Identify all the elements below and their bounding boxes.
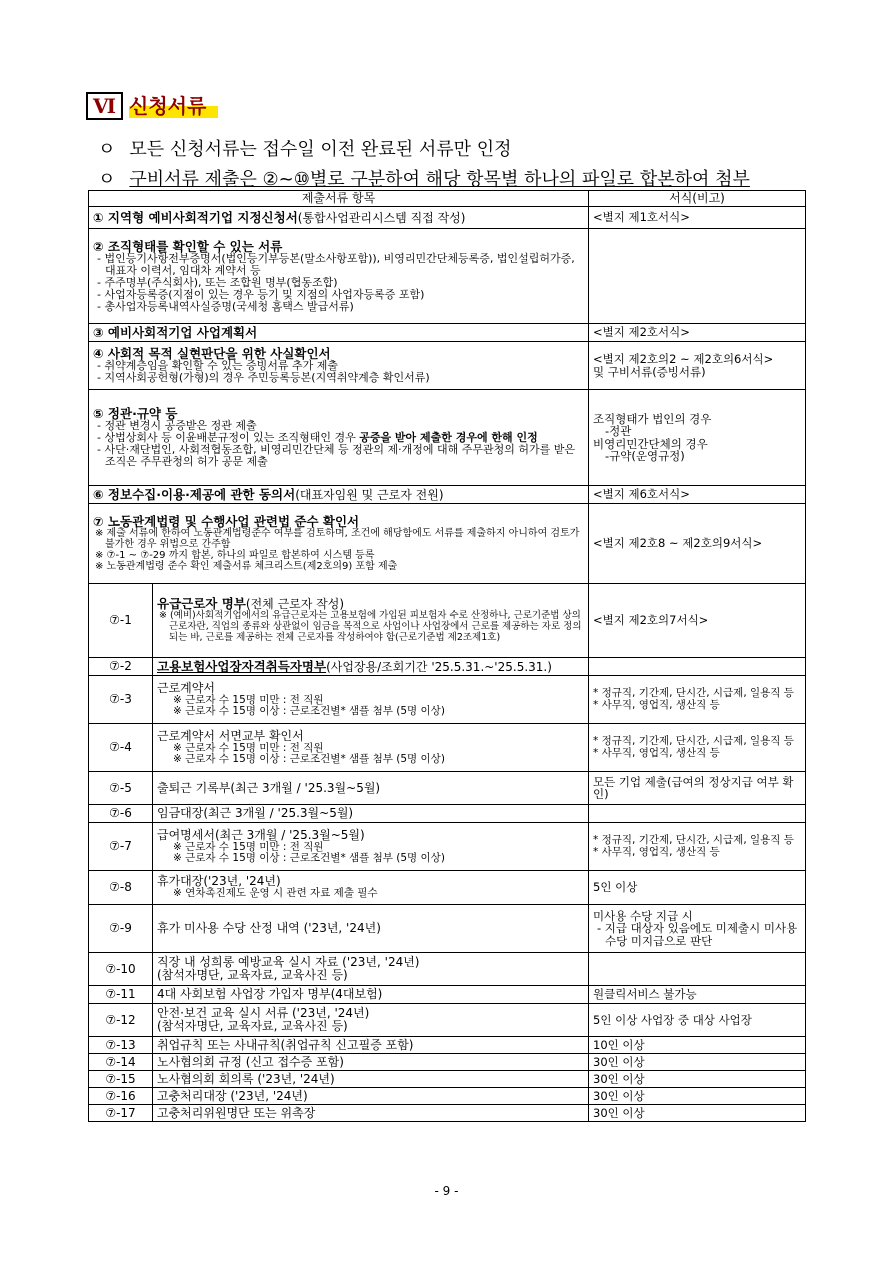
- row-number: ⑦-15: [89, 1071, 153, 1088]
- row-note: ※ 근로자 수 15명 미만 : 전 직원: [173, 741, 324, 754]
- row-text: 휴가대장('23년, '24년): [157, 874, 281, 889]
- table-row: [89, 1037, 806, 1054]
- row-subtitle: (대표자임원 및 근로자 전원): [295, 487, 444, 502]
- row-sub: - 사단·재단법인, 사회적협동조합, 비영리민간단체 등 정관의 제·개정에 대해 주무관청의 허가를 받은 조직은 주무관청의 허가 공문 제출: [97, 443, 575, 468]
- row-form: <별지 제2호의7서식>: [589, 584, 806, 658]
- row-number: ⑦-5: [89, 772, 153, 805]
- documents-table: [88, 190, 806, 1122]
- table-row: [89, 676, 806, 724]
- row-number: ⑦-14: [89, 1054, 153, 1071]
- row-number: ⑦-6: [89, 805, 153, 823]
- row-sub: - 지역사회공헌형(가형)의 경우 주민등록등본(지역취약계층 확인서류): [97, 371, 430, 384]
- row-form: 30인 이상: [589, 1071, 806, 1088]
- row-number: ⑦-7: [89, 823, 153, 871]
- page-number: - 9 -: [434, 1184, 459, 1198]
- table-row: [89, 724, 806, 772]
- row-text: 안전·보건 교육 실시 서류 ('23년, '24년): [157, 1006, 370, 1020]
- bullet-1: [98, 138, 511, 162]
- table-row: [89, 658, 806, 676]
- row-form: 30인 이상: [589, 1054, 806, 1071]
- row-text: 노사협의회 규정 (신고 접수증 포함): [153, 1054, 589, 1071]
- row-number: ⑦-9: [89, 905, 153, 953]
- row-form: <별지 제2호8 ~ 제2호의9서식>: [589, 504, 806, 584]
- row-text: 근로계약서 서면교부 확인서: [157, 728, 304, 743]
- row-title: ④ 사회적 목적 실현판단을 위한 사실확인서: [93, 346, 331, 361]
- row-form: [589, 658, 806, 676]
- table-row: [89, 1071, 806, 1088]
- row-title: ① 지역형 예비사회적기업 지정신청서: [93, 209, 298, 225]
- row-form: * 정규직, 기간제, 단시간, 시급제, 일용직 등: [593, 834, 794, 846]
- row-sub: - 주주명부(주식회사), 또는 조합원 명부(협동조합): [97, 275, 338, 289]
- table-row: [89, 207, 806, 229]
- row-subtitle: (사업장용/조회기간 '25.5.31.~'25.5.31.): [326, 659, 552, 674]
- row-number: ⑦-16: [89, 1088, 153, 1105]
- row-form: 30인 이상: [589, 1088, 806, 1105]
- bullet-2: [98, 168, 750, 192]
- row-sub: - 법인등기사항전부증명서(법인등기부등본(말소사항포함)), 비영리민간단체등록증, 법인설립허가증, 대표자 이력서, 임대차 계약서 등: [97, 251, 575, 277]
- row-text: 임금대장(최근 3개월 / '25.3월~5월): [153, 805, 589, 823]
- section-roman-numeral: Ⅵ: [86, 92, 123, 120]
- row-sub: - 상법상회사 등 이윤배분규정이 있는 조직형태인 경우: [97, 431, 360, 444]
- row-title: ③ 예비사회적기업 사업계획서: [89, 324, 589, 342]
- row-number: ⑦-4: [89, 724, 153, 772]
- table-row: [89, 390, 806, 486]
- row-form: * 사무직, 영업직, 생산직 등: [593, 845, 720, 858]
- row-text: 휴가 미사용 수당 산정 내역 ('23년, '24년): [153, 905, 589, 953]
- header-item: 제출서류 항목: [89, 191, 589, 207]
- row-note: ※ 연차촉진제도 운영 시 관련 자료 제출 필수: [173, 887, 378, 900]
- table-row: [89, 986, 806, 1004]
- row-text: 취업규칙 또는 사내규칙(취업규칙 신고필증 포함): [153, 1037, 589, 1054]
- row-number: ⑦-10: [89, 953, 153, 986]
- row-form: 비영리민간단체의 경우: [593, 436, 708, 451]
- section-heading: [86, 92, 218, 122]
- row-text: 근로계약서: [157, 680, 215, 695]
- row-note: ※ (예비)사회적기업에서의 유급근로자는 고용보험에 가입된 피보험자 수로 산정하나, 근로기준법 상의 근로자란, 직업의 종류와 상관없이 임금을 목적으로 사업이나 사업장에서 근로를 제공하는 자로 정의되는 바, 근로를 제공하는 전체 근로자를 작성하여야 함(근로기준법 제2조제1호): [159, 610, 582, 643]
- row-number: ⑦-3: [89, 676, 153, 724]
- row-title: ② 조직형태를 확인할 수 있는 서류: [93, 238, 283, 254]
- bullet-mark: ㅇ: [98, 139, 116, 160]
- row-subtitle: (전체 근로자 작성): [245, 597, 345, 612]
- row-text: (참석자명단, 교육자료, 교육사진 등): [157, 1019, 348, 1033]
- row-title: ⑥ 정보수집·이용·제공에 관한 동의서: [93, 486, 296, 502]
- row-note: ※ 근로자 수 15명 이상 : 근로조건별* 샘플 첨부 (5명 이상): [173, 852, 445, 864]
- table-row: [89, 823, 806, 871]
- row-form: 원클릭서비스 불가능: [589, 986, 806, 1004]
- row-title: ⑤ 정관·규약 등: [93, 406, 178, 421]
- row-form: 모든 기업 제출(급여의 정상지급 여부 확인): [589, 772, 806, 805]
- row-form: 30인 이상: [589, 1105, 806, 1122]
- row-number: ⑦-1: [89, 584, 153, 658]
- bullet-mark: ㅇ: [98, 169, 116, 190]
- row-text: 노사협의회 회의록 ('23년, '24년): [153, 1071, 589, 1088]
- table-row: [89, 324, 806, 342]
- bullet-text: 모든 신청서류는 접수일 이전 완료된 서류만 인정: [129, 139, 512, 160]
- row-form: 조직형태가 법인의 경우: [593, 411, 712, 426]
- row-text: 출퇴근 기록부(최근 3개월 / '25.3월~5월): [153, 772, 589, 805]
- row-number: ⑦-12: [89, 1004, 153, 1037]
- row-note: ※ 노동관계법령 준수 확인 제출서류 체크리스트(제2호의9) 포함 제출: [95, 561, 398, 572]
- row-form: <별지 제6호서식>: [589, 486, 806, 504]
- table-row: [89, 1105, 806, 1122]
- table-row: [89, 905, 806, 953]
- row-note: ※ 제출 서류에 한하여 노동관계법령준수 여부를 검토하며, 조건에 해당함에도 서류를 제출하지 아니하여 검토가 불가한 경우 위법으로 간주함: [95, 528, 580, 550]
- table-row: [89, 486, 806, 504]
- table-row: [89, 584, 806, 658]
- row-sub: - 총사업자등록내역사실증명(국세청 홈택스 발급서류): [97, 299, 354, 313]
- row-sub: - 사업자등록증(지점이 있는 경우 등기 및 지점의 사업자등록증 포함): [97, 287, 425, 301]
- row-form: 5인 이상 사업장 중 대상 사업장: [589, 1004, 806, 1037]
- row-sub: - 정관 변경시 공증받은 정관 제출: [97, 419, 257, 432]
- row-form: -정관: [605, 424, 632, 438]
- row-note: ※ 근로자 수 15명 이상 : 근로조건별* 샘플 첨부 (5명 이상): [173, 705, 445, 717]
- row-number: ⑦-17: [89, 1105, 153, 1122]
- row-number: ⑦-2: [89, 658, 153, 676]
- row-note: ※ ⑦-1 ~ ⑦-29 까지 합본, 하나의 파일로 합본하여 시스템 등록: [95, 550, 375, 561]
- table-row: [89, 1004, 806, 1037]
- row-form: 10인 이상: [589, 1037, 806, 1054]
- row-form: - 지급 대상자 있음에도 미제출시 미사용 수당 미지급으로 판단: [597, 921, 798, 948]
- table-header-row: [89, 191, 806, 207]
- row-form: 5인 이상: [589, 871, 806, 905]
- row-subtitle: (통합사업관리시스템 직접 작성): [297, 210, 466, 225]
- bullet-text: 구비서류 제출은 ②~⑩별로 구분하여 해당 항목별 하나의 파일로 합본하여 첨부: [129, 169, 750, 190]
- row-sub: - 취약계층임을 확인할 수 있는 증빙서류 추가 제출: [97, 359, 338, 372]
- row-form: * 사무직, 영업직, 생산직 등: [593, 698, 720, 711]
- row-form: 미사용 수당 지급 시: [593, 908, 693, 923]
- row-form: [589, 229, 806, 324]
- row-form: -규약(운영규정): [605, 449, 685, 463]
- row-form: <별지 제1호서식>: [589, 207, 806, 229]
- table-row: [89, 871, 806, 905]
- row-form: 및 구비서류(증빙서류): [593, 364, 706, 379]
- row-text: 고충처리대장 ('23년, '24년): [153, 1088, 589, 1105]
- row-text: 4대 사회보험 사업장 가입자 명부(4대보험): [153, 986, 589, 1004]
- table-row: [89, 805, 806, 823]
- table-row: [89, 1054, 806, 1071]
- row-text: (참석자명단, 교육자료, 교육사진 등): [157, 968, 348, 982]
- row-form: <별지 제2호서식>: [589, 324, 806, 342]
- table-row: [89, 504, 806, 584]
- row-form: * 정규직, 기간제, 단시간, 시급제, 일용직 등: [593, 735, 794, 747]
- row-text: 고충처리위원명단 또는 위촉장: [153, 1105, 589, 1122]
- section-title: 신청서류: [129, 94, 218, 118]
- row-sub-emphasis: 공증을 받아 제출한 경우에 한해 인정: [359, 431, 538, 444]
- row-note: ※ 근로자 수 15명 이상 : 근로조건별* 샘플 첨부 (5명 이상): [173, 753, 445, 765]
- row-note: ※ 근로자 수 15명 미만 : 전 직원: [173, 840, 324, 853]
- table-row: [89, 1088, 806, 1105]
- row-form: * 정규직, 기간제, 단시간, 시급제, 일용직 등: [593, 687, 794, 699]
- table-row: [89, 229, 806, 324]
- row-number: ⑦-11: [89, 986, 153, 1004]
- row-form: [589, 953, 806, 986]
- row-form: * 사무직, 영업직, 생산직 등: [593, 746, 720, 759]
- row-number: ⑦-8: [89, 871, 153, 905]
- row-form: [589, 805, 806, 823]
- row-title: 고용보험사업장자격취득자명부: [157, 658, 327, 674]
- row-text: 직장 내 성희롱 예방교육 실시 자료 ('23년, '24년): [157, 955, 420, 969]
- row-form: <별지 제2호의2 ~ 제2호의6서식>: [593, 352, 774, 366]
- header-form: 서식(비고): [589, 191, 806, 207]
- table-row: [89, 342, 806, 390]
- row-text: 급여명세서(최근 3개월 / '25.3월~5월): [157, 827, 365, 842]
- row-title: ⑦ 노동관계법령 및 수행사업 관련법 준수 확인서: [93, 514, 360, 529]
- row-title: 유급근로자 명부: [157, 596, 246, 612]
- row-number: ⑦-13: [89, 1037, 153, 1054]
- table-row: [89, 953, 806, 986]
- row-note: ※ 근로자 수 15명 미만 : 전 직원: [173, 693, 324, 706]
- table-row: [89, 772, 806, 805]
